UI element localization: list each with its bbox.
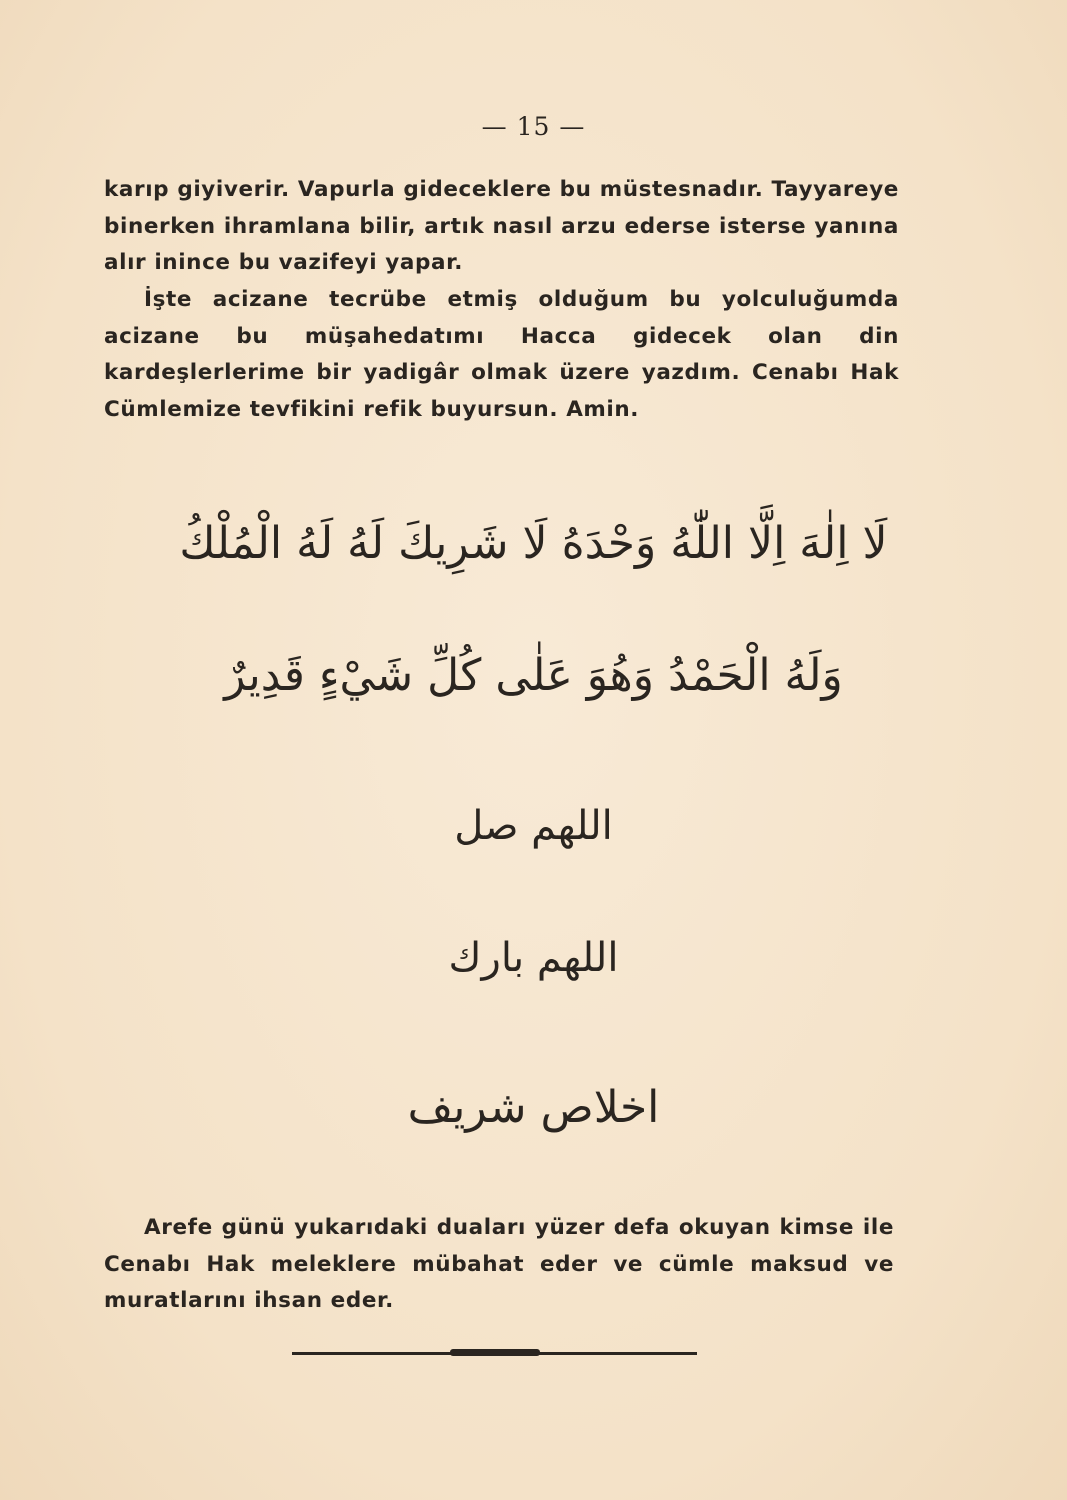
arabic-salawat: اللهم صل: [454, 803, 613, 849]
arabic-tahlil-line-1: لَا اِلٰهَ اِلَّا اللّٰهُ وَحْدَهُ لَا شَرِيكَ لَهُ لَهُ الْمُلْكُ: [179, 518, 888, 569]
paragraph-3-text: Arefe günü yukarıdaki duaları yüzer defa okuyan kimse ile Cenabı Hak meleklere mübahat eder ve cümle maksud ve muratlarını ihsan eder.: [104, 1215, 894, 1313]
paragraph-2-text: İşte acizane tecrübe etmiş olduğum bu yolculuğumda acizane bu müşahedatımı Hacca gidecek olan din kardeşlerlerime bir yadigâr olmak üzere yazdım. Cenabı Hak Cümlemize tevfikini refik buyursun. Amin.: [104, 287, 899, 422]
paragraph-1-text: karıp giyiverir. Vapurla gideceklere bu müstesnadır. Tayyareye binerken ihramlana bilir, artık nasıl arzu ederse isterse yanına alır inince bu vazifeyi yapar.: [104, 177, 899, 275]
closing-rule-ornament: [450, 1349, 540, 1356]
page-number: — 15 —: [481, 112, 586, 141]
paragraph-3: [104, 1210, 894, 1320]
arabic-tahlil-line-2: وَلَهُ الْحَمْدُ وَهُوَ عَلٰى كُلِّ شَيْءٍ قَدِيرٌ: [224, 650, 843, 701]
arabic-barik: اللهم بارك: [448, 935, 619, 981]
paragraph-1: [104, 172, 899, 282]
paragraph-2: [104, 282, 899, 428]
arabic-ikhlas-sharif: اخلاص شريف: [407, 1082, 660, 1133]
